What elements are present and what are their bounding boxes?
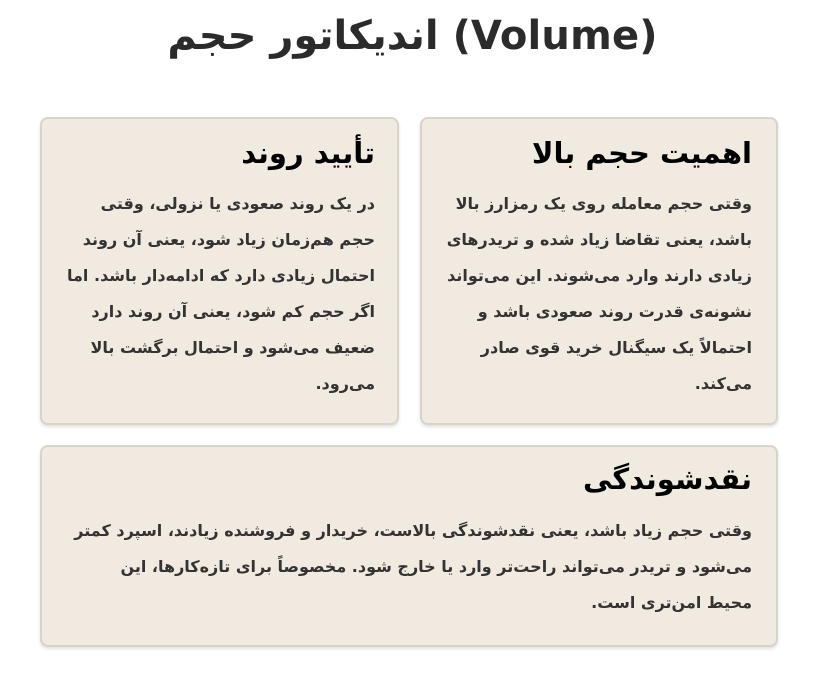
card-trend-confirmation-text: در یک روند صعودی یا نزولی، وقتی حجم هم‌زمان زیاد شود، یعنی آن روند احتمال زیادی دارد که ادامه‌دار باشد. اما اگر حجم کم شود، یعنی آن روند دارد ضعیف می‌شود و احتمال برگشت بالا می‌رود. [67,194,375,393]
card-volume-importance-heading: اهمیت حجم بالا [531,136,752,170]
card-liquidity-heading: نقدشوندگی [582,462,752,496]
page-title: اندیکاتور حجم (Volume) [167,13,658,59]
card-trend-confirmation [40,117,399,425]
card-liquidity [40,445,778,647]
card-volume-importance-text: وقتی حجم معامله روی یک رمزارز بالا باشد، یعنی تقاضا زیاد شده و تریدرهای زیادی دارند وارد می‌شوند. این می‌تواند نشونه‌ی قدرت روند صعودی باشد و احتمالاً یک سیگنال خرید قوی صادر می‌کند. [446,194,752,393]
card-liquidity-text: وقتی حجم زیاد باشد، یعنی نقدشوندگی بالاست، خریدار و فروشنده زیادند، اسپرد کمتر می‌شود و تریدر می‌تواند راحت‌تر وارد یا خارج شود. مخصوصاً برای تازه‌کارها، این محیط امن‌تری است. [74,521,752,612]
card-volume-importance [420,117,778,425]
card-trend-confirmation-heading: تأیید روند [241,136,375,170]
